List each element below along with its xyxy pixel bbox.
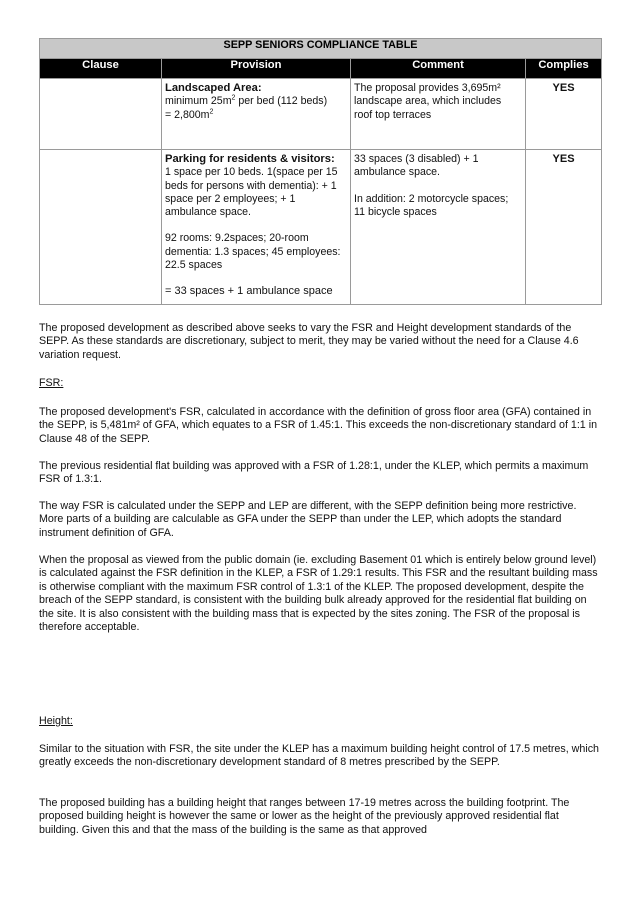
fsr-paragraph: The proposed development's FSR, calculated in accordance with the definition of gross floor area (GFA) contained in the SEPP, is 5,481m² of GFA, which equates to a FSR of 1.45:1. This exceeds the non-discretionary standard of 1:1 in Clause 48 of the SEPP. (39, 406, 598, 445)
height-paragraph: Similar to the situation with FSR, the site under the KLEP has a maximum building height control of 17.5 metres, which greatly exceeds the non-discretionary development standard of 8 metres prescribed by the SEPP. (39, 743, 599, 769)
height-heading: Height: (39, 715, 73, 727)
comment-cell (351, 79, 526, 150)
table-row (40, 79, 602, 150)
header-provision: Provision (162, 59, 351, 79)
provision-text: 92 rooms: 9.2spaces; 20-room dementia: 1.3 spaces; 45 employees: 22.5 spaces (165, 232, 341, 272)
table-row (40, 150, 602, 305)
comment-cell (351, 150, 526, 305)
table-title-row (40, 39, 602, 59)
complies-cell (526, 150, 602, 305)
provision-line: minimum $25m^2$ per bed (112 beds) (165, 94, 328, 108)
table-title: SEPP SENIORS COMPLIANCE TABLE (40, 39, 602, 59)
complies-value: YES (552, 82, 575, 94)
comment-text: The proposal provides 3,695m² landscape area, which includes roof top terraces (354, 82, 502, 121)
clause-cell (40, 150, 162, 305)
compliance-table (39, 38, 602, 305)
header-clause: Clause (40, 59, 162, 79)
intro-paragraph: The proposed development as described above seeks to vary the FSR and Height development standards of the SEPP. As these standards are discretionary, subject to merit, they may be varied without the need for a Clause 4.6 variation request. (39, 322, 579, 361)
provision-heading: Landscaped Area: (165, 82, 262, 94)
complies-value: YES (552, 153, 575, 165)
header-complies: Complies (526, 59, 602, 79)
provision-total: = 33 spaces + 1 ambulance space (165, 285, 333, 298)
comment-text: In addition: 2 motorcycle spaces; 11 bicycle spaces (354, 192, 509, 218)
fsr-paragraph: When the proposal as viewed from the public domain (ie. excluding Basement 01 which is entirely below ground level) is calculated against the FSR definition in the KLEP, a FSR of 1.29:1 results. This FSR and the resultant building mass is otherwise compliant with the maximum FSR control of 1.3:1 of the KLEP. The proposed development, despite the breach of the SEPP standard, is consistent with the building bulk already approved for the residential flat building on the site. It is also consistent with the building mass that is expected by the sites zoning. The FSR of the proposal is therefore acceptable. (39, 554, 598, 634)
comment-text: 33 spaces (3 disabled) + 1 ambulance space. (354, 153, 479, 179)
provision-heading: Parking for residents & visitors: (165, 153, 335, 165)
provision-cell (162, 79, 351, 150)
fsr-heading: FSR: (39, 377, 64, 389)
table-header-row (40, 59, 602, 79)
header-comment: Comment (351, 59, 526, 79)
document-page (39, 38, 601, 836)
clause-cell (40, 79, 162, 150)
provision-cell (162, 150, 351, 305)
fsr-paragraph: The way FSR is calculated under the SEPP and LEP are different, with the SEPP definition being more restrictive. More parts of a building are calculable as GFA under the SEPP than under the LEP, which adopts the standard instrument definition of GFA. (39, 500, 577, 539)
complies-cell (526, 79, 602, 150)
height-paragraph: The proposed building has a building height that ranges between 17-19 metres across the building footprint. The proposed building height is however the same or lower as the height of the previously approved residential flat building. Given this and that the mass of the building is the same as that approved (39, 797, 570, 836)
fsr-paragraph: The previous residential flat building was approved with a FSR of 1.28:1, under the KLEP, which permits a maximum FSR of 1.3:1. (39, 460, 589, 486)
provision-text: 1 space per 10 beds. 1(space per 15 beds for persons with dementia): + 1 space per 2 employees; + 1 ambulance space. (165, 166, 338, 219)
provision-line: = $2,800m^2$ (165, 108, 214, 121)
